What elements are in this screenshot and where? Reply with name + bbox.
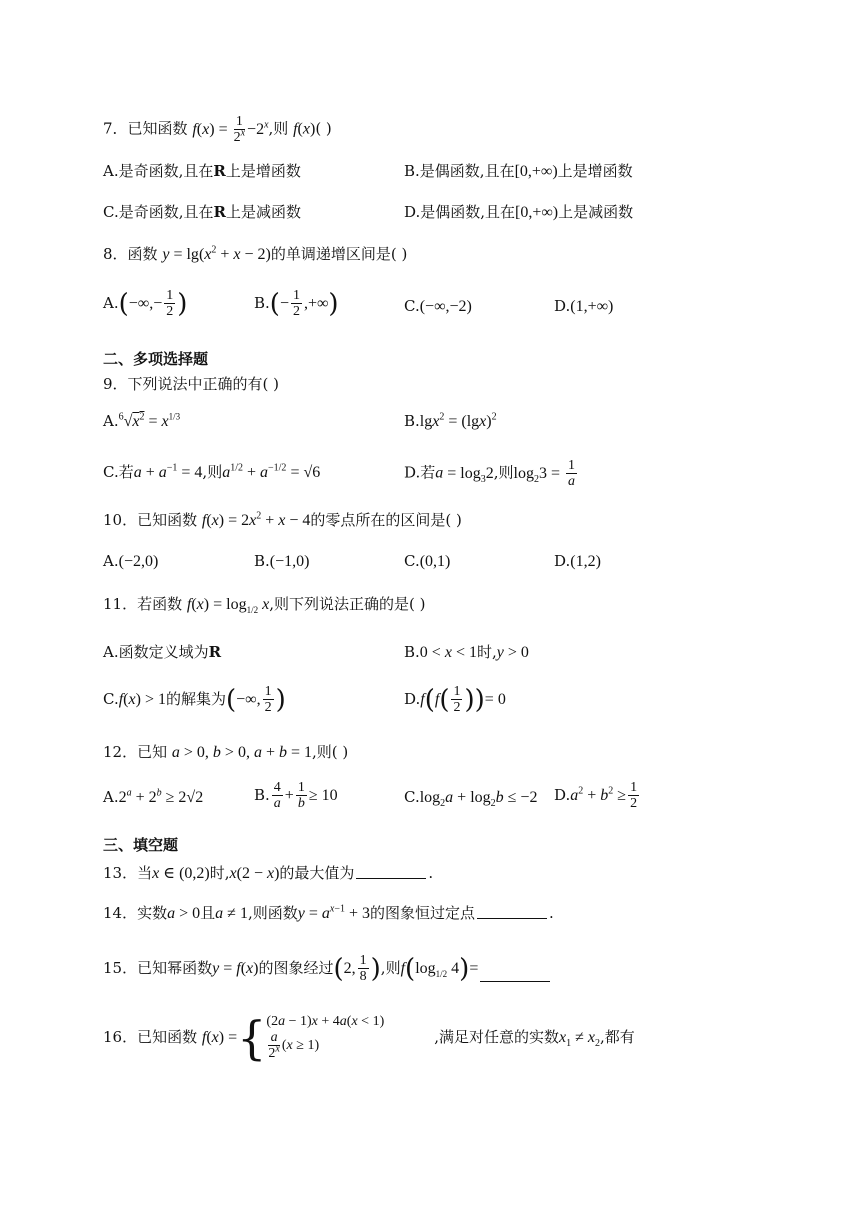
q9-option-c: C.若$a + a^{-1} = 4$,则$a^{1/2} + a^{-1/2} = √6$	[103, 462, 321, 481]
section-multi-choice: 二、多项选择题	[103, 350, 209, 368]
q9-option-d: D.若$a = \log_32$,则$\log_23$ = $\frac{1}{a}$	[404, 458, 575, 490]
q12-option-d: $D.a^2 + b^2$ ≥ $\frac{1}{2}$	[554, 780, 638, 812]
q10-option-d: D.(1,2)	[554, 552, 601, 570]
q10-option-a: A.(−2,0)	[103, 552, 159, 570]
q10-stem: 10．已知函数 $f(x) = 2x^2 + x - 4$的零点所在的区间是( )	[103, 510, 462, 529]
q13-stem: 13．当x ∈ (0,2)时,x(2 − x)的最大值为 .	[103, 864, 434, 882]
q11-stem: 11．若函数 $f(x) = \log_{1/2} x$,则下列说法正确的是( )	[103, 595, 426, 616]
q9-option-b: $B.\lg x^2 = (\lg x)^2$	[404, 411, 497, 430]
q13-answer-blank[interactable]	[356, 877, 426, 879]
q12-option-c: $C.\log_2a + \log_2b \le -2$	[404, 788, 538, 810]
q14-answer-blank[interactable]	[477, 917, 547, 919]
q7-option-c: C.是奇函数,且在R上是减函数	[103, 203, 301, 221]
q8-option-b: B.(− $\frac{1}{2}$ ,+∞)	[254, 288, 339, 320]
section-fill-blank: 三、填空题	[103, 836, 179, 854]
q12-option-b: B. $\frac{4}{a}$ + $\frac{1}{b}$ ≥ 10	[254, 780, 338, 812]
q10-option-c: C.(0,1)	[404, 552, 451, 570]
q9-option-a: $A.^6√x^2 = x^{1/3}$	[103, 411, 181, 430]
q7-option-a: A.是奇函数,且在R上是增函数	[103, 162, 301, 180]
q9-stem: 9．下列说法中正确的有( )	[103, 375, 280, 393]
q11-option-d: D.f(f( $\frac{1}{2}$ ))= 0	[404, 684, 506, 716]
q7-option-b: B.是偶函数,且在[0,+∞)上是增函数	[404, 162, 633, 180]
q11-option-b: B.0 < x < 1时,y > 0	[404, 643, 529, 661]
q12-option-a: $A.2^a + 2^b \ge 2√2$	[103, 787, 204, 806]
q16-stem: 16．已知函数 f(x) ={ (2a − 1)x + 4a(x < 1) $\frac{a}{2^x}$ (x ≥ 1) ,满足对任意的实数$x_1 \ne x_2$,都有	[103, 1010, 635, 1065]
q8-option-c: C.(−∞,−2)	[404, 297, 472, 315]
q15-answer-blank[interactable]	[480, 980, 550, 982]
q7-stem: 7．已知函数 f(x) = $\frac{1}{2^x}$ $-2^x$,则 f(x)( )	[103, 114, 332, 146]
q11-option-c: C.f(x) > 1的解集为(−∞, $\frac{1}{2}$ )	[103, 684, 286, 716]
q14-stem: 14．实数a > 0且a ≠ 1,则函数$y = a^{x-1} + 3$的图象恒过定点 .	[103, 903, 554, 922]
q8-option-d: D.(1,+∞)	[554, 297, 614, 315]
q7-option-d: D.是偶函数,且在[0,+∞)上是减函数	[404, 203, 634, 221]
math: f(x) = $\frac{1}{2^x}$ $-2^x$	[192, 114, 269, 146]
q11-option-a: A.函数定义域为R	[103, 643, 222, 661]
q12-stem: 12．已知 a > 0, b > 0, a + b = 1,则( )	[103, 743, 349, 761]
q8-stem: 8．函数 $y = \lg(x^2 + x - 2)$的单调递增区间是( )	[103, 244, 408, 263]
q8-option-a: A.(−∞,− $\frac{1}{2}$ )	[103, 288, 188, 320]
q10-option-b: B.(−1,0)	[254, 552, 310, 570]
q15-stem: 15．已知幂函数y = f(x)的图象经过(2, $\frac{1}{8}$ ),则$f(\log_{1/2}$ 4)=	[103, 953, 552, 985]
